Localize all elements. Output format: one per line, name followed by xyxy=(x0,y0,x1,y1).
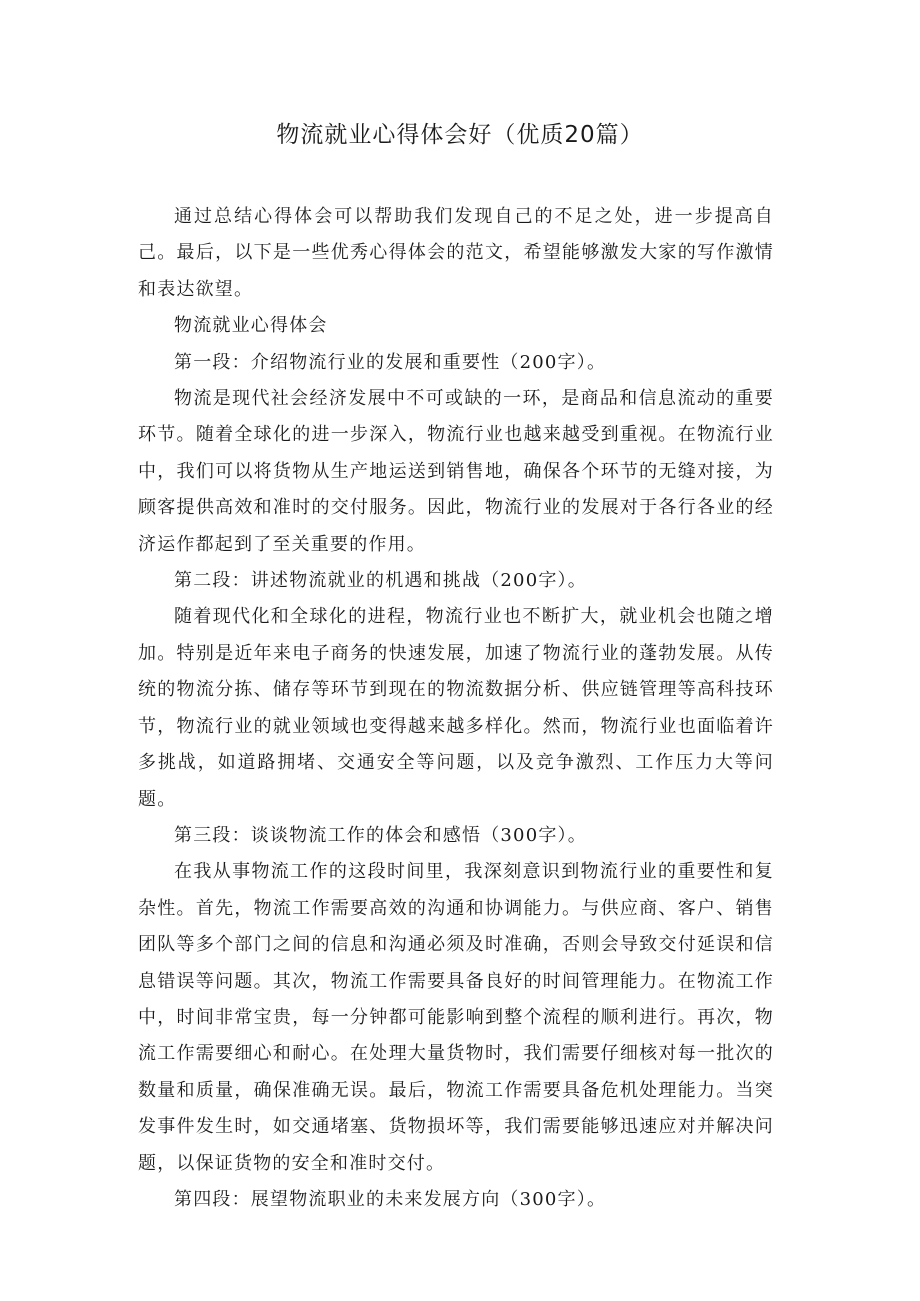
section-heading-2: 第二段：讲述物流就业的机遇和挑战（200字）。 xyxy=(174,570,587,592)
section-heading-4: 第四段：展望物流职业的未来发展方向（300字）。 xyxy=(174,1188,607,1210)
section-paragraph-3: 在我从事物流工作的这段时间里，我深刻意识到物流行业的重要性和复杂性。首先，物流工作需要高效的沟通和协调能力。与供应商、客户、销售团队等多个部门之间的信息和沟通必须及时准确，否则会导致交付延误和信息错误等问题。其次，物流工作需要具备良好的时间管理能力。在物流工作中，时间非常宝贵，每一分钟都可能影响到整个流程的顺利进行。再次，物流工作需要细心和耐心。在处理大量货物时，我们需要仔细核对每一批次的数量和质量，确保准确无误。最后，物流工作需要具备危机处理能力。当突发事件发生时，如交通堵塞、货物损坏等，我们需要能够迅速应对并解决问题，以保证货物的安全和准时交付。 xyxy=(138,861,774,1174)
section-heading-1: 第一段：介绍物流行业的发展和重要性（200字）。 xyxy=(174,351,607,373)
document-body xyxy=(138,199,774,1218)
section-heading-3: 第三段：谈谈物流工作的体会和感悟（300字）。 xyxy=(174,824,587,846)
section-paragraph-1: 物流是现代社会经济发展中不可或缺的一环，是商品和信息流动的重要环节。随着全球化的进一步深入，物流行业也越来越受到重视。在物流行业中，我们可以将货物从生产地运送到销售地，确保各个环节的无缝对接，为顾客提供高效和准时的交付服务。因此，物流行业的发展对于各行各业的经济运作都起到了至关重要的作用。 xyxy=(138,388,774,555)
intro-paragraph: 通过总结心得体会可以帮助我们发现自己的不足之处，进一步提高自己。最后，以下是一些优秀心得体会的范文，希望能够激发大家的写作激情和表达欲望。 xyxy=(138,206,774,300)
section-paragraph-2: 随着现代化和全球化的进程，物流行业也不断扩大，就业机会也随之增加。特别是近年来电子商务的快速发展，加速了物流行业的蓬勃发展。从传统的物流分拣、储存等环节到现在的物流数据分析、供应链管理等高科技环节，物流行业的就业领域也变得越来越多样化。然而，物流行业也面临着许多挑战，如道路拥堵、交通安全等问题，以及竞争激烈、工作压力大等问题。 xyxy=(138,606,774,810)
document-title: 物流就业心得体会好（优质20篇） xyxy=(276,122,644,148)
essay-heading: 物流就业心得体会 xyxy=(174,315,328,337)
